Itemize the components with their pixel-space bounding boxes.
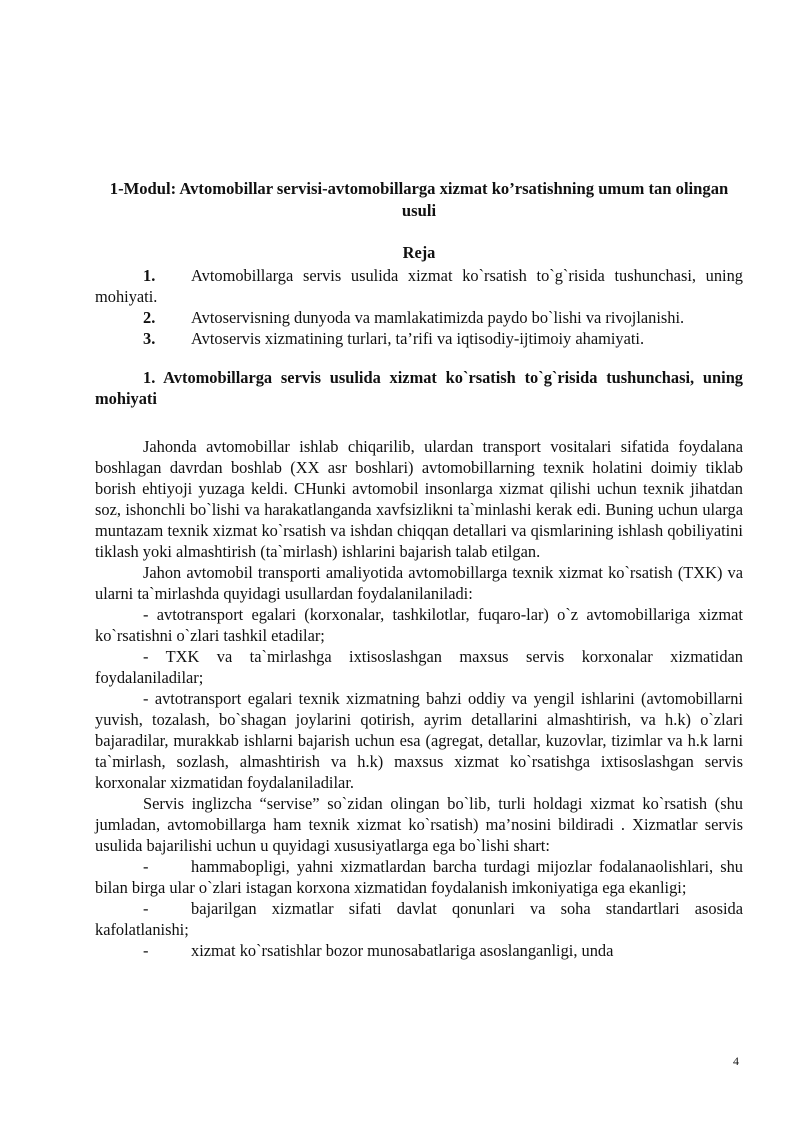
plan-heading: Reja bbox=[402, 243, 436, 262]
page-number: 4 bbox=[733, 1054, 739, 1068]
module-title: 1-Modul: Avtomobillar servisi-avtomobillarga xizmat ko’rsatishning umum tan olingan usuli bbox=[109, 179, 729, 220]
paragraph: - avtotransport egalari texnik xizmatning bahzi oddiy va yengil ishlarini (avtomobillarni yuvish, tozalash, bo`shagan joylarini qotirish, ayrim detallarini almashtirish, va h.k) o`zlari bajaradilar, murakkab ishlarni bajarish uchun esa (agregat, detallar, kuzovlar, tizimlar va h.k larni ta`mirlash, sozlash, almashtirish va h.k) maxsus xizmat ko`rsatishga ixtisoslashgan servis korxonalar xizmatidan foydalaniladilar. bbox=[95, 689, 743, 792]
plan-item-text: Avtoservisning dunyoda va mamlakatimizda paydo bo`lishi va rivojlanishi. bbox=[191, 308, 685, 327]
plan-item-number: 2. bbox=[143, 308, 156, 327]
paragraph: - avtotransport egalari (korxonalar, tashkilotlar, fuqaro-lar) o`z avtomobillariga xizmat ko`rsatishni o`zlari tashkil etadilar; bbox=[95, 605, 743, 645]
plan-item-2 bbox=[95, 307, 743, 328]
bullet-item bbox=[95, 940, 743, 961]
paragraph: Servis inglizcha “servise” so`zidan olingan bo`lib, turli holdagi xizmat ko`rsatish (shu jumladan, avtomobillarga ham texnik xizmat ko`rsatish) ma’nosini bildiradi . Xizmatlar servis usulida bajarilishi uchun u quyidagi xususiyatlarga ega bo`lishi shart: bbox=[95, 794, 743, 855]
plan-item-number: 3. bbox=[143, 329, 156, 348]
document-page bbox=[95, 178, 743, 961]
paragraph: - TXK va ta`mirlashga ixtisoslashgan maxsus servis korxonalar xizmatidan foydalaniladilar; bbox=[95, 647, 743, 687]
paragraph: Jahon avtomobil transporti amaliyotida avtomobillarga texnik xizmat ko`rsatish (TXK) va ularni ta`mirlashda quyidagi usullardan foydalanilaniladi: bbox=[95, 563, 743, 603]
bullet-dash: - bbox=[143, 857, 149, 876]
bullet-item bbox=[95, 898, 743, 940]
plan-item-1 bbox=[95, 265, 743, 307]
plan-item-3 bbox=[95, 328, 743, 349]
plan-item-number: 1. bbox=[143, 266, 156, 285]
section-heading: 1. Avtomobillarga servis usulida xizmat ko`rsatish to`g`risida tushunchasi, uning mohiyati bbox=[95, 368, 743, 408]
bullet-text: hammabopligi, yahni xizmatlardan barcha turdagi mijozlar fodalanaolishlari, shu bilan birga ular o`zlari istagan korxona xizmatidan foydalanish imkoniyatiga ega ekanligi; bbox=[95, 857, 743, 897]
plan-item-text: Avtomobillarga servis usulida xizmat ko`rsatish to`g`risida tushunchasi, uning mohiyati. bbox=[95, 266, 743, 306]
bullet-item bbox=[95, 856, 743, 898]
paragraph: Jahonda avtomobillar ishlab chiqarilib, ulardan transport vositalari sifatida foydalana boshlagan davrdan boshlab (XX asr boshlari) avtomobillarning texnik holatini doimiy tiklab borish ehtiyoji yuzaga keldi. CHunki avtomobil insonlarga xizmat qilishi uchun texnik jihatdan soz, ishonchli bo`lishi va harakatlanganda xavfsizlikni ta`minlashi kerak edi. Buning uchun ularga muntazam texnik xizmat ko`rsatish va ishdan chiqqan detallari va qismlarining ishlash qobiliyatini tiklash yoki almashtirish (ta`mirlash) ishlarini bajarish talab etilgan. bbox=[95, 437, 743, 561]
bullet-text: bajarilgan xizmatlar sifati davlat qonunlari va soha standartlari asosida kafolatlanishi; bbox=[95, 899, 743, 939]
bullet-text: xizmat ko`rsatishlar bozor munosabatlariga asoslanganligi, unda bbox=[191, 941, 614, 960]
bullet-dash: - bbox=[143, 899, 149, 918]
plan-item-text: Avtoservis xizmatining turlari, ta’rifi va iqtisodiy-ijtimoiy ahamiyati. bbox=[191, 329, 645, 348]
bullet-dash: - bbox=[143, 941, 149, 960]
